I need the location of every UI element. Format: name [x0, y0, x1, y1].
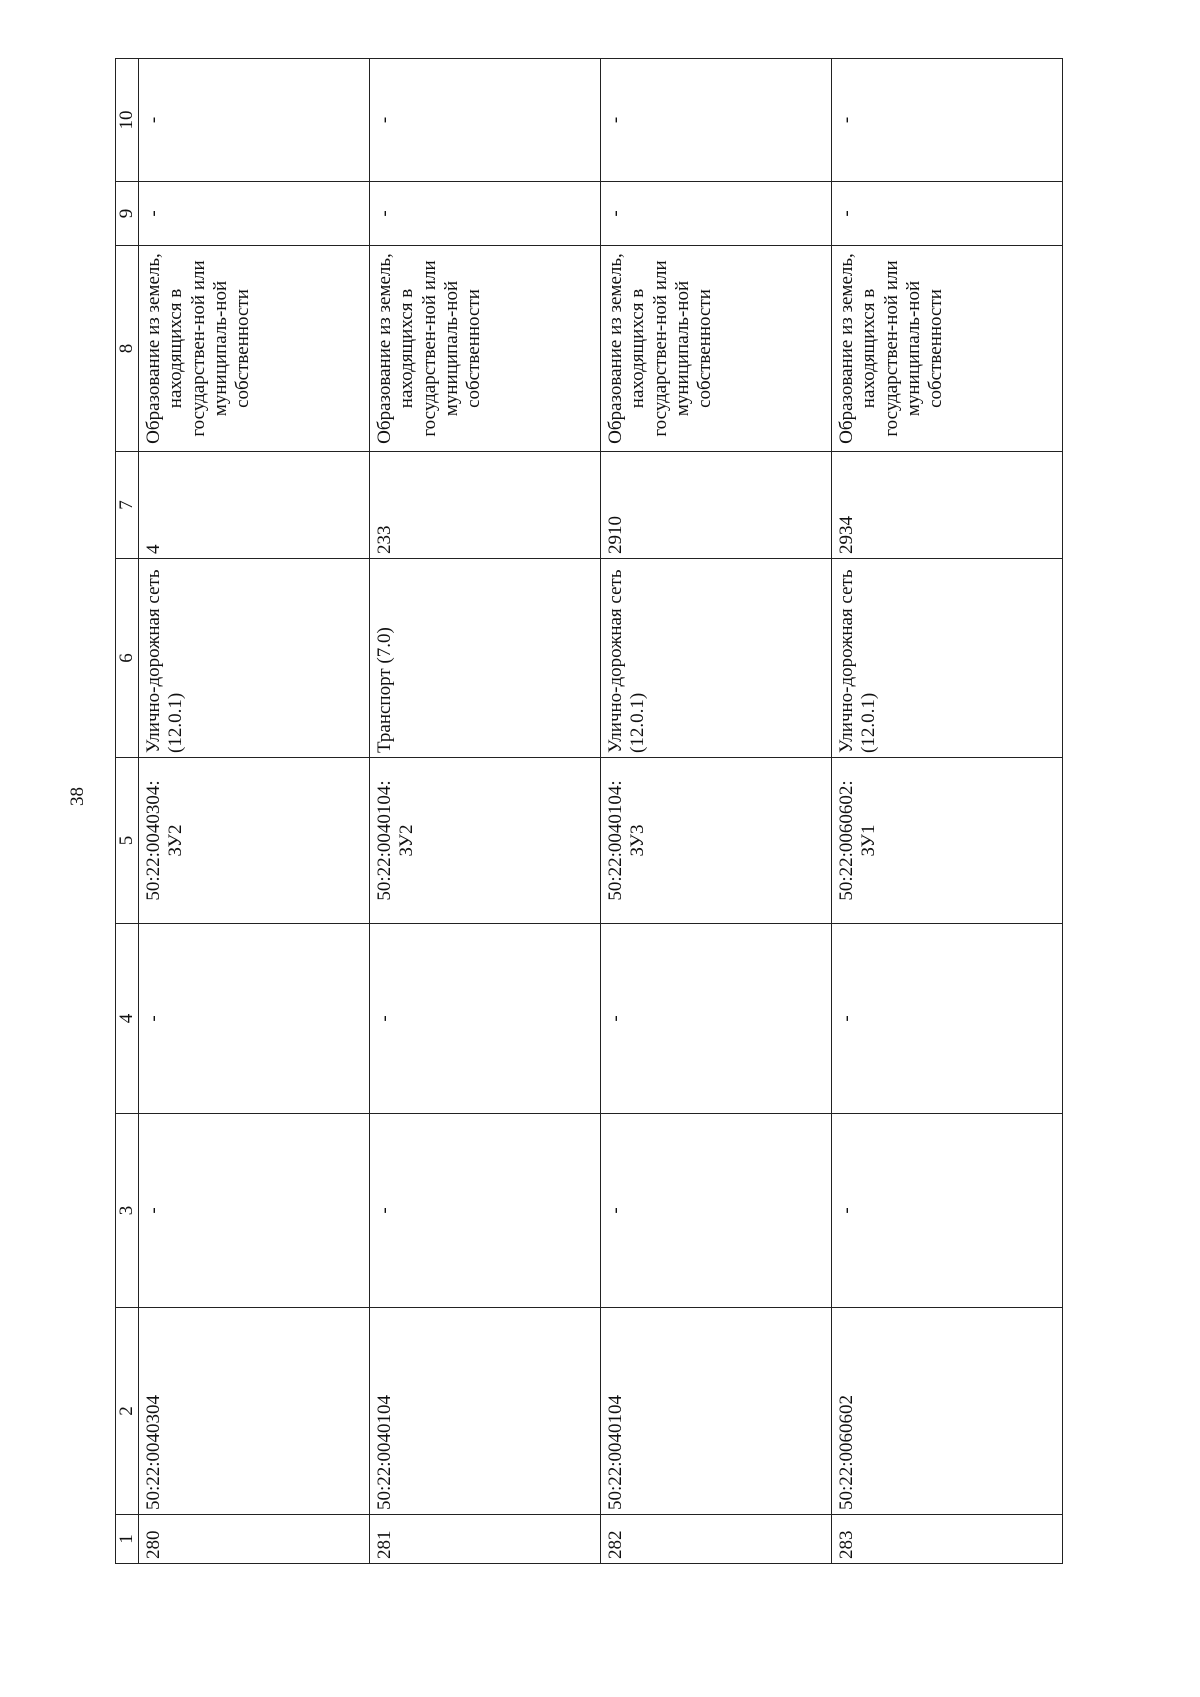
- table-header-row: [116, 59, 139, 1564]
- table-cell: -: [139, 1114, 370, 1308]
- plot-designation-line: 50:22:0040304:: [143, 780, 165, 901]
- table-cell: -: [139, 924, 370, 1114]
- area-cell: 2934: [832, 452, 1063, 559]
- area-cell: 2910: [601, 452, 832, 559]
- table-cell: -: [139, 182, 370, 246]
- formation-method-cell: Образование из земель, находящихся в государствен-ной или муниципаль-ной собственности: [139, 246, 370, 452]
- table-cell: -: [601, 182, 832, 246]
- cadastral-quarter-cell: 50:22:0060602: [832, 1308, 1063, 1515]
- header-cell: 10: [116, 59, 139, 182]
- table-cell: -: [370, 182, 601, 246]
- formation-method-cell: Образование из земель, находящихся в государствен-ной или муниципаль-ной собственности: [832, 246, 1063, 452]
- area-cell: 233: [370, 452, 601, 559]
- plot-designation-cell: [601, 758, 832, 924]
- plot-designation-line: ЗУ2: [396, 824, 418, 857]
- plot-designation-line: ЗУ3: [627, 824, 649, 857]
- header-cell: 1: [116, 1515, 139, 1564]
- plot-designation-line: ЗУ2: [165, 824, 187, 857]
- area-cell: 4: [139, 452, 370, 559]
- plot-designation-line: 50:22:0040104:: [374, 780, 396, 901]
- plot-designation-cell: [832, 758, 1063, 924]
- rotated-table-container: [115, 59, 1050, 1564]
- plot-designation-line: ЗУ1: [858, 824, 880, 857]
- table-row: [832, 59, 1063, 1564]
- cadastral-quarter-cell: 50:22:0040304: [139, 1308, 370, 1515]
- header-cell: 7: [116, 452, 139, 559]
- header-cell: 6: [116, 559, 139, 758]
- table-cell: -: [601, 924, 832, 1114]
- formation-method-cell: Образование из земель, находящихся в государствен-ной или муниципаль-ной собственности: [601, 246, 832, 452]
- formation-method-cell: Образование из земель, находящихся в государствен-ной или муниципаль-ной собственности: [370, 246, 601, 452]
- table-cell: -: [370, 59, 601, 182]
- permitted-use-cell: Транспорт (7.0): [370, 559, 601, 758]
- header-cell: 2: [116, 1308, 139, 1515]
- permitted-use-cell: Улично-дорожная сеть (12.0.1): [139, 559, 370, 758]
- table-cell: -: [832, 59, 1063, 182]
- table-cell: -: [832, 1114, 1063, 1308]
- header-cell: 4: [116, 924, 139, 1114]
- plot-designation-cell: [370, 758, 601, 924]
- header-cell: 5: [116, 758, 139, 924]
- table-row: [370, 59, 601, 1564]
- row-number-cell: 281: [370, 1515, 601, 1564]
- row-number-cell: 283: [832, 1515, 1063, 1564]
- header-cell: 3: [116, 1114, 139, 1308]
- table-cell: -: [601, 1114, 832, 1308]
- table-cell: -: [370, 1114, 601, 1308]
- permitted-use-cell: Улично-дорожная сеть (12.0.1): [601, 559, 832, 758]
- table-row: [139, 59, 370, 1564]
- cadastral-quarter-cell: 50:22:0040104: [601, 1308, 832, 1515]
- table-cell: -: [139, 59, 370, 182]
- table-cell: -: [832, 924, 1063, 1114]
- header-cell: 8: [116, 246, 139, 452]
- cadastral-quarter-cell: 50:22:0040104: [370, 1308, 601, 1515]
- table-row: [601, 59, 832, 1564]
- plot-designation-line: 50:22:0060602:: [836, 780, 858, 901]
- table-cell: -: [601, 59, 832, 182]
- plot-designation-cell: [139, 758, 370, 924]
- row-number-cell: 280: [139, 1515, 370, 1564]
- header-cell: 9: [116, 182, 139, 246]
- page-number: 38: [67, 787, 88, 806]
- table-cell: -: [832, 182, 1063, 246]
- row-number-cell: 282: [601, 1515, 832, 1564]
- table-cell: -: [370, 924, 601, 1114]
- plot-designation-line: 50:22:0040104:: [605, 780, 627, 901]
- land-plots-table: [115, 58, 1063, 1564]
- permitted-use-cell: Улично-дорожная сеть (12.0.1): [832, 559, 1063, 758]
